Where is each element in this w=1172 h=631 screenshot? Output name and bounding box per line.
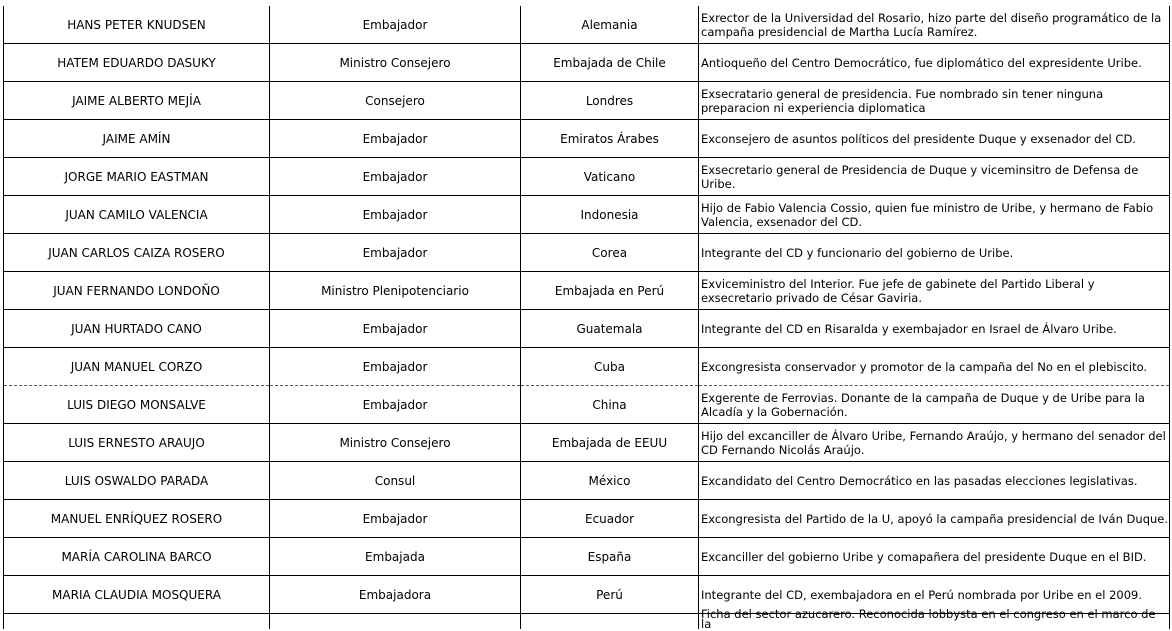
table-row [4,462,1170,500]
role-cell[interactable]: Ministro Plenipotenciario [270,272,521,310]
name-cell[interactable]: JAIME AMÍN [4,120,270,158]
destination-cell[interactable]: Embajada de EEUU [521,424,699,462]
table-row [4,82,1170,120]
destination-cell[interactable]: Guatemala [521,310,699,348]
name-cell[interactable]: JAIME ALBERTO MEJÍA [4,82,270,120]
description-cell[interactable]: Excongresista del Partido de la U, apoyó la campaña presidencial de Iván Duque. [699,500,1170,538]
role-cell[interactable]: Ministro Consejero [270,44,521,82]
destination-cell[interactable]: Londres [521,82,699,120]
table-row [4,348,1170,386]
table-row-partial [4,614,1170,630]
table-row [4,158,1170,196]
destination-cell[interactable]: China [521,386,699,424]
destination-cell[interactable]: España [521,538,699,576]
destination-cell[interactable]: Alemania [521,6,699,44]
destination-cell[interactable]: Vaticano [521,158,699,196]
role-cell[interactable]: Embajador [270,120,521,158]
name-cell[interactable]: JUAN MANUEL CORZO [4,348,270,386]
description-cell[interactable]: Exsecretario general de Presidencia de Duque y viceminsitro de Defensa de Uribe. [699,158,1170,196]
destination-cell[interactable]: Embajada en Perú [521,272,699,310]
description-cell[interactable]: Exrector de la Universidad del Rosario, hizo parte del diseño programático de la campaña presidencial de Martha Lucía Ramírez. [699,6,1170,44]
name-cell[interactable]: JUAN FERNANDO LONDOÑO [4,272,270,310]
appointments-table [3,6,1170,629]
table-row [4,44,1170,82]
name-cell[interactable]: LUIS ERNESTO ARAUJO [4,424,270,462]
description-cell[interactable]: Hijo del excanciller de Álvaro Uribe, Fernando Araújo, y hermano del senador del CD Fernando Nicolás Araújo. [699,424,1170,462]
name-cell[interactable]: MARÍA CAROLINA BARCO [4,538,270,576]
empty-cell[interactable] [4,614,270,630]
name-cell[interactable]: MARIA CLAUDIA MOSQUERA [4,576,270,614]
description-cell[interactable]: Antioqueño del Centro Democrático, fue diplomático del expresidente Uribe. [699,44,1170,82]
description-cell[interactable]: Exviceministro del Interior. Fue jefe de gabinete del Partido Liberal y exsecretario privado de César Gaviria. [699,272,1170,310]
empty-cell[interactable] [521,614,699,630]
clipped-description-text: Ficha del sector azucarero. Reconocida lobbysta en el congreso en el marco de la [701,607,1156,631]
role-cell[interactable]: Ministro Consejero [270,424,521,462]
role-cell[interactable]: Embajador [270,310,521,348]
empty-cell[interactable] [270,614,521,630]
role-cell[interactable]: Embajador [270,500,521,538]
name-cell[interactable]: LUIS OSWALDO PARADA [4,462,270,500]
table-row [4,310,1170,348]
table-row [4,424,1170,462]
table-row [4,500,1170,538]
destination-cell[interactable]: Cuba [521,348,699,386]
role-cell[interactable]: Consejero [270,82,521,120]
role-cell[interactable]: Embajadora [270,576,521,614]
role-cell[interactable]: Embajador [270,158,521,196]
name-cell[interactable]: HANS PETER KNUDSEN [4,6,270,44]
table-body [4,6,1170,629]
role-cell[interactable]: Embajador [270,348,521,386]
name-cell[interactable]: JUAN CARLOS CAIZA ROSERO [4,234,270,272]
destination-cell[interactable]: México [521,462,699,500]
destination-cell[interactable]: Embajada de Chile [521,44,699,82]
description-cell[interactable]: Hijo de Fabio Valencia Cossio, quien fue ministro de Uribe, y hermano de Fabio Valencia, exsenador del CD. [699,196,1170,234]
destination-cell[interactable]: Perú [521,576,699,614]
table-row [4,120,1170,158]
role-cell[interactable]: Embajador [270,196,521,234]
description-cell[interactable]: Integrante del CD en Risaralda y exembajador en Israel de Álvaro Uribe. [699,310,1170,348]
name-cell[interactable]: JUAN CAMILO VALENCIA [4,196,270,234]
name-cell[interactable]: HATEM EDUARDO DASUKY [4,44,270,82]
description-cell[interactable]: Exconsejero de asuntos políticos del presidente Duque y exsenador del CD. [699,120,1170,158]
table-row [4,386,1170,424]
table-row [4,538,1170,576]
role-cell[interactable]: Embajada [270,538,521,576]
description-cell[interactable] [699,607,1170,631]
table-row [4,196,1170,234]
description-cell[interactable]: Excanciller del gobierno Uribe y comapañera del presidente Duque en el BID. [699,538,1170,576]
description-cell[interactable]: Exgerente de Ferrovias. Donante de la campaña de Duque y de Uribe para la Alcadía y la Gobernación. [699,386,1170,424]
table-row [4,272,1170,310]
description-cell[interactable]: Integrante del CD y funcionario del gobierno de Uribe. [699,234,1170,272]
destination-cell[interactable]: Corea [521,234,699,272]
table-row [4,6,1170,44]
destination-cell[interactable]: Indonesia [521,196,699,234]
destination-cell[interactable]: Emiratos Árabes [521,120,699,158]
description-cell[interactable]: Excandidato del Centro Democrático en las pasadas elecciones legislativas. [699,462,1170,500]
role-cell[interactable]: Embajador [270,386,521,424]
name-cell[interactable]: MANUEL ENRÍQUEZ ROSERO [4,500,270,538]
role-cell[interactable]: Embajador [270,234,521,272]
description-cell[interactable]: Integrante del CD, exembajadora en el Perú nombrada por Uribe en el 2009. [699,576,1170,614]
description-cell[interactable]: Excongresista conservador y promotor de la campaña del No en el plebiscito. [699,348,1170,386]
name-cell[interactable]: JORGE MARIO EASTMAN [4,158,270,196]
name-cell[interactable]: LUIS DIEGO MONSALVE [4,386,270,424]
table-row [4,234,1170,272]
name-cell[interactable]: JUAN HURTADO CANO [4,310,270,348]
role-cell[interactable]: Consul [270,462,521,500]
spreadsheet [0,3,1172,631]
description-cell[interactable]: Exsecratario general de presidencia. Fue nombrado sin tener ninguna preparacion ni experiencia diplomatica [699,82,1170,120]
destination-cell[interactable]: Ecuador [521,500,699,538]
role-cell[interactable]: Embajador [270,6,521,44]
